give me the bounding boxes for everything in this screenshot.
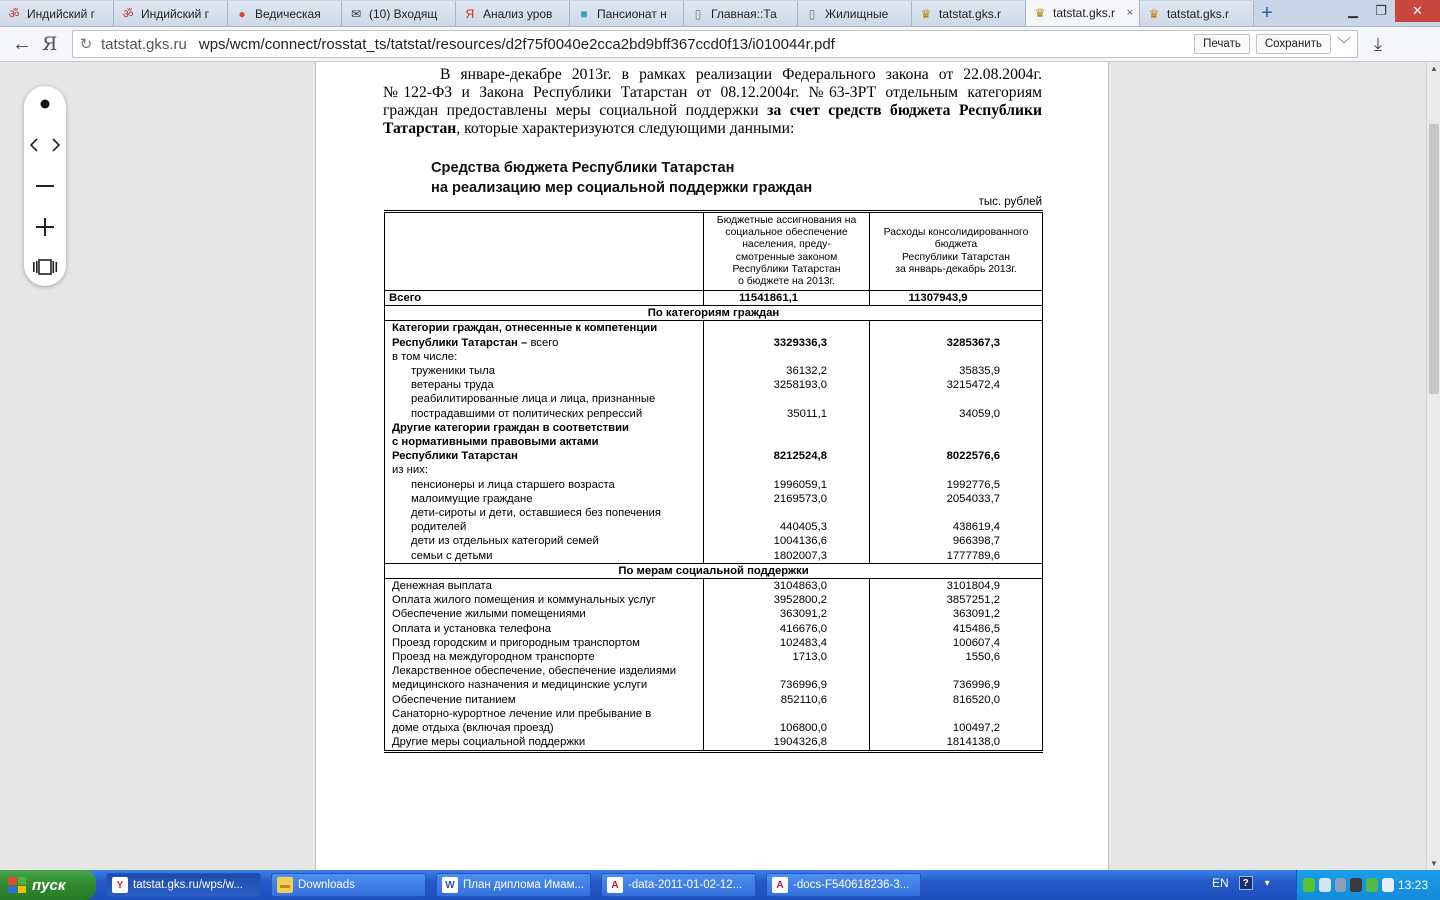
browser-tab[interactable]: [1140, 1, 1254, 26]
intro-paragraph: [383, 66, 1042, 138]
browser-tab[interactable]: [456, 1, 570, 26]
tab-strip: [0, 0, 1440, 27]
row-label: пенсионеры и лица старшего возраста: [385, 478, 704, 492]
header-line: смотренные законом: [735, 251, 838, 263]
value-expenses: [870, 463, 1043, 477]
close-window-button[interactable]: ✕: [1395, 0, 1440, 22]
reload-icon[interactable]: ↻: [79, 36, 93, 53]
browser-tab[interactable]: [570, 1, 684, 26]
taskbar-button-label: -docs-F540618236-3...: [793, 879, 910, 891]
scrollbar-thumb[interactable]: [1429, 124, 1439, 394]
value-budget: 3258193,0: [704, 378, 870, 392]
row-label: Проезд городским и пригородным транспортом: [385, 636, 704, 650]
total-value-expenses: 11307943,9: [870, 291, 1043, 306]
table-row: [385, 636, 1043, 650]
row-label: Обеспечение жилыми помещениями: [385, 607, 704, 621]
table-row: [385, 306, 1043, 321]
intro-text: , которые характеризуются следующими данными:: [456, 120, 795, 137]
table-row: [385, 593, 1043, 607]
table-title-line: Средства бюджета Республики Татарстан: [431, 160, 735, 176]
new-tab-button[interactable]: +: [1261, 2, 1273, 24]
address-bar: [0, 27, 1440, 62]
header-cell-empty: [385, 212, 704, 291]
word-icon: W: [442, 877, 458, 893]
window-controls: [1339, 0, 1440, 22]
row-label: малоимущие граждане: [385, 492, 704, 506]
row-label: из них:: [385, 463, 704, 477]
header-col-budget: [704, 212, 870, 291]
tabs-container: [0, 0, 1254, 26]
table-row: [385, 392, 1043, 406]
value-expenses: 8022576,6: [870, 449, 1043, 463]
table-row: [385, 321, 1043, 336]
value-budget: 102483,4: [704, 636, 870, 650]
row-label: дети-сироты и дети, оставшиеся без попечения: [385, 506, 704, 520]
taskbar-button[interactable]: [436, 873, 591, 897]
table-row: [385, 678, 1043, 692]
language-bar: [1212, 876, 1270, 890]
table-row: [385, 506, 1043, 520]
row-label: пострадавшими от политических репрессий: [385, 407, 704, 421]
intro-line: [383, 120, 1042, 138]
value-budget: [704, 321, 870, 336]
value-expenses: 966398,7: [870, 534, 1043, 548]
value-expenses: 1777789,6: [870, 549, 1043, 564]
help-icon[interactable]: ?: [1239, 876, 1253, 890]
table-row: [385, 478, 1043, 492]
intro-line: В январе-декабре 2013г. в рамках реализации Федерального закона от 22.08.2004г.: [440, 66, 1042, 83]
row-label: ветераны труда: [385, 378, 704, 392]
row-label: Денежная выплата: [385, 579, 704, 594]
close-tab-icon[interactable]: ×: [1126, 6, 1133, 19]
value-expenses: [870, 506, 1043, 520]
header-line: социальное обеспечение: [725, 226, 848, 238]
row-label: Категории граждан, отнесенные к компетенции: [385, 321, 704, 336]
taskbar-button[interactable]: [766, 873, 921, 897]
pdf-page: [315, 62, 1109, 870]
site-icon: ■: [580, 6, 588, 21]
system-tray: [1296, 870, 1440, 900]
table-row: [385, 721, 1043, 735]
table-row: [385, 336, 1043, 350]
tab-label: Ведическая: [255, 6, 321, 21]
page-icon: ▯: [694, 6, 702, 21]
tab-label: tatstat.gks.r: [1053, 5, 1116, 20]
value-expenses: 3101804,9: [870, 579, 1043, 594]
row-label: Другие категории граждан в соответствии: [385, 421, 704, 435]
table-row: [385, 622, 1043, 636]
browser-tab[interactable]: [798, 1, 912, 26]
value-expenses: 35835,9: [870, 364, 1043, 378]
mail-icon: ✉: [350, 6, 362, 21]
emblem-icon: ♛: [1034, 5, 1046, 20]
om-icon: ॐ: [8, 7, 20, 21]
restore-button[interactable]: ❐: [1375, 3, 1387, 18]
value-expenses: 736996,9: [870, 678, 1043, 692]
table-row: [385, 291, 1043, 306]
row-label: доме отдыха (включая проезд): [385, 721, 704, 735]
value-budget: [704, 435, 870, 449]
value-expenses: 100497,2: [870, 721, 1043, 735]
value-expenses: [870, 421, 1043, 435]
value-budget: [704, 463, 870, 477]
intro-line: [383, 102, 1042, 120]
table-row: [385, 492, 1043, 506]
emblem-icon: ♛: [1148, 6, 1160, 21]
value-expenses: 100607,4: [870, 636, 1043, 650]
start-button[interactable]: [0, 870, 96, 900]
header-line: Расходы консолидированного: [883, 226, 1029, 238]
table-row: [385, 693, 1043, 707]
section-heading: По мерам социальной поддержки: [385, 563, 1043, 578]
header-line: Республики Татарстан: [902, 251, 1010, 263]
zoom-in-icon[interactable]: [24, 209, 66, 245]
pdf-viewport: [0, 62, 1440, 870]
value-expenses: 816520,0: [870, 693, 1043, 707]
table-row: [385, 435, 1043, 449]
row-label: в том числе:: [385, 350, 704, 364]
taskbar-button[interactable]: [106, 873, 261, 897]
total-value-budget: 11541861,1: [704, 291, 870, 306]
row-label: родителей: [385, 520, 704, 534]
browser-tab[interactable]: [342, 1, 456, 26]
value-budget: 2169573,0: [704, 492, 870, 506]
language-indicator[interactable]: EN: [1212, 876, 1229, 890]
value-expenses: 3285367,3: [870, 336, 1043, 350]
header-line: за январь-декабрь 2013г.: [895, 263, 1017, 275]
value-budget: [704, 392, 870, 406]
url-host: tatstat.gks.ru: [101, 35, 187, 53]
table-row: [385, 534, 1043, 548]
scroll-down-icon[interactable]: ▼: [1430, 859, 1438, 868]
row-label: Проезд на междугородном транспорте: [385, 650, 704, 664]
intro-text: граждан предоставлены меры социальной поддержки: [383, 102, 768, 119]
scroll-up-icon[interactable]: ▲: [1430, 64, 1438, 73]
value-budget: 1904326,8: [704, 735, 870, 751]
emblem-icon: ♛: [920, 6, 932, 21]
tab-label: Индийский г: [141, 6, 210, 21]
value-budget: 440405,3: [704, 520, 870, 534]
value-expenses: [870, 435, 1043, 449]
row-label: дети из отдельных категорий семей: [385, 534, 704, 548]
value-expenses: [870, 350, 1043, 364]
value-budget: 1802007,3: [704, 549, 870, 564]
row-label: Обеспечение питанием: [385, 693, 704, 707]
save-button[interactable]: Сохранить: [1256, 34, 1331, 54]
download-icon[interactable]: ⤓: [1374, 33, 1382, 54]
yandex-icon: Y: [112, 877, 128, 893]
row-label: труженики тыла: [385, 364, 704, 378]
taskbar-tasks: [96, 873, 921, 897]
row-label: Оплата жилого помещения и коммунальных услуг: [385, 593, 704, 607]
value-budget: 1004136,6: [704, 534, 870, 548]
row-label-rest: всего: [530, 336, 559, 349]
value-expenses: 438619,4: [870, 520, 1043, 534]
table-row: [385, 520, 1043, 534]
tab-label: Индийский г: [27, 6, 96, 21]
value-expenses: 363091,2: [870, 607, 1043, 621]
value-budget: 416676,0: [704, 622, 870, 636]
table-row: [385, 650, 1043, 664]
value-expenses: [870, 321, 1043, 336]
table-title-line: на реализацию мер социальной поддержки граждан: [431, 180, 813, 196]
intro-bold-text: за счет средств бюджета Республики: [767, 102, 1042, 119]
row-label: Лекарственное обеспечение, обеспечение изделиями: [385, 664, 704, 678]
intro-line: №122-ФЗ и Закона Республики Татарстан от 08.12.2004г. №63-ЗРТ отдельным категориям: [383, 84, 1042, 101]
value-expenses: 3857251,2: [870, 593, 1043, 607]
browser-tab[interactable]: [912, 1, 1026, 26]
browser-tab[interactable]: [684, 1, 798, 26]
row-label: семьи с детьми: [385, 549, 704, 564]
tray-volume-icon[interactable]: [1382, 878, 1394, 892]
row-label: Оплата и установка телефона: [385, 622, 704, 636]
tab-label: (10) Входящ: [369, 6, 438, 21]
tab-label: tatstat.gks.r: [939, 6, 1002, 21]
value-expenses: 3215472,4: [870, 378, 1043, 392]
tab-label: Главная::Та: [711, 6, 777, 21]
table-title: [431, 158, 812, 198]
dot-icon[interactable]: [24, 86, 66, 122]
tray-app-icon[interactable]: [1335, 878, 1347, 892]
row-label: реабилитированные лица и лица, признанные: [385, 392, 704, 406]
value-expenses: 34059,0: [870, 407, 1043, 421]
taskbar-button-label: План диплома Имам...: [463, 879, 585, 891]
value-expenses: 1814138,0: [870, 735, 1043, 751]
value-budget: 852110,6: [704, 693, 870, 707]
folder-icon: ▬: [277, 877, 293, 893]
value-budget: 363091,2: [704, 607, 870, 621]
table-row: [385, 421, 1043, 435]
section-heading: По категориям граждан: [385, 306, 1043, 321]
value-expenses: [870, 707, 1043, 721]
row-label: Санаторно-курортное лечение или пребывание в: [385, 707, 704, 721]
header-line: населения, преду-: [742, 239, 831, 251]
header-line: Бюджетные ассигнования на: [716, 214, 857, 226]
data-table: [384, 210, 1043, 753]
minimize-button[interactable]: ▁: [1348, 3, 1358, 18]
tray-network-icon[interactable]: [1319, 878, 1331, 892]
table-row: [385, 563, 1043, 578]
value-budget: 8212524,8: [704, 449, 870, 463]
browser-tab[interactable]: [114, 1, 228, 26]
pdf-icon: A: [772, 877, 788, 893]
table-row: [385, 378, 1043, 392]
value-expenses: 2054033,7: [870, 492, 1043, 506]
value-expenses: [870, 392, 1043, 406]
om-icon: ॐ: [122, 7, 134, 21]
value-budget: 3952800,2: [704, 593, 870, 607]
browser-tab[interactable]: [0, 1, 114, 26]
header-line: бюджета: [934, 239, 978, 251]
page-icon: ▯: [808, 6, 816, 21]
tab-label: Пансионат н: [597, 6, 667, 21]
back-button[interactable]: ←: [12, 32, 32, 55]
taskbar-button[interactable]: [601, 873, 756, 897]
yandex-icon: Я: [465, 6, 475, 21]
row-label: медицинского назначения и медицинские услуги: [385, 678, 704, 692]
tab-label: Жилищные: [825, 6, 889, 21]
chevron-down-icon[interactable]: ▾: [1264, 877, 1270, 889]
value-budget: [704, 506, 870, 520]
table-row: [385, 463, 1043, 477]
total-label: Всего: [385, 291, 704, 306]
value-budget: 3329336,3: [704, 336, 870, 350]
value-budget: [704, 350, 870, 364]
value-budget: 35011,1: [704, 407, 870, 421]
table-row: [385, 350, 1043, 364]
header-col-expenses: [870, 212, 1043, 291]
value-budget: 1713,0: [704, 650, 870, 664]
taskbar-button[interactable]: [271, 873, 426, 897]
pdf-tools-panel: [24, 86, 66, 286]
tray-app-icon[interactable]: [1303, 878, 1315, 892]
table-row: [385, 664, 1043, 678]
taskbar-button-label: tatstat.gks.ru/wps/w...: [133, 879, 243, 891]
browser-tab[interactable]: [1026, 0, 1140, 26]
tab-label: Анализ уров: [483, 6, 553, 21]
value-budget: [704, 421, 870, 435]
page-nav-icon[interactable]: [24, 127, 66, 163]
row-label: [385, 336, 704, 350]
row-label-bold: Республики Татарстан –: [392, 336, 531, 349]
browser-tab[interactable]: [228, 1, 342, 26]
table-row: [385, 735, 1043, 751]
tray-app-icon[interactable]: [1350, 878, 1362, 892]
tab-label: tatstat.gks.r: [1167, 6, 1230, 21]
value-budget: [704, 664, 870, 678]
vertical-scrollbar[interactable]: [1426, 62, 1440, 870]
tray-app-icon[interactable]: [1366, 878, 1378, 892]
unit-label: тыс. рублей: [978, 196, 1042, 208]
value-budget: [704, 707, 870, 721]
table-row: [385, 607, 1043, 621]
url-field[interactable]: [72, 30, 1358, 58]
table-row: [385, 407, 1043, 421]
red-circle-icon: ●: [238, 6, 246, 21]
value-budget: 1996059,1: [704, 478, 870, 492]
pdf-icon: A: [607, 877, 623, 893]
print-button[interactable]: Печать: [1194, 34, 1250, 54]
table-row: [385, 549, 1043, 564]
value-expenses: 1550,6: [870, 650, 1043, 664]
row-label: с нормативными правовыми актами: [385, 435, 704, 449]
windows-logo-icon: [8, 877, 26, 893]
row-label: Другие меры социальной поддержки: [385, 735, 704, 751]
table-row: [385, 449, 1043, 463]
header-line: о бюджете на 2013г.: [738, 276, 835, 288]
value-expenses: [870, 664, 1043, 678]
value-budget: 106800,0: [704, 721, 870, 735]
taskbar-button-label: Downloads: [298, 879, 355, 891]
taskbar-button-label: -data-2011-01-02-12...: [628, 879, 743, 891]
url-path: wps/wcm/connect/rosstat_ts/tatstat/resources/d2f75f0040e2cca2bd9bff367ccd0f13/i010044r.pdf: [198, 35, 835, 53]
value-budget: 36132,2: [704, 364, 870, 378]
clock[interactable]: 13:23: [1397, 878, 1428, 892]
table-row: [385, 212, 1043, 291]
start-label: пуск: [32, 876, 66, 894]
row-label: Республики Татарстан: [385, 449, 704, 463]
intro-bold-text: Татарстан: [383, 120, 457, 137]
chevron-down-icon[interactable]: ﹀: [1337, 36, 1351, 52]
zoom-out-icon[interactable]: [24, 168, 66, 204]
fit-page-icon[interactable]: [24, 249, 66, 285]
value-expenses: 415486,5: [870, 622, 1043, 636]
yandex-logo-icon[interactable]: Я: [42, 33, 58, 55]
value-budget: 3104863,0: [704, 579, 870, 594]
header-line: Республики Татарстан: [732, 263, 841, 275]
value-budget: 736996,9: [704, 678, 870, 692]
table-row: [385, 707, 1043, 721]
table-row: [385, 364, 1043, 378]
value-expenses: 1992776,5: [870, 478, 1043, 492]
table-row: [385, 579, 1043, 594]
